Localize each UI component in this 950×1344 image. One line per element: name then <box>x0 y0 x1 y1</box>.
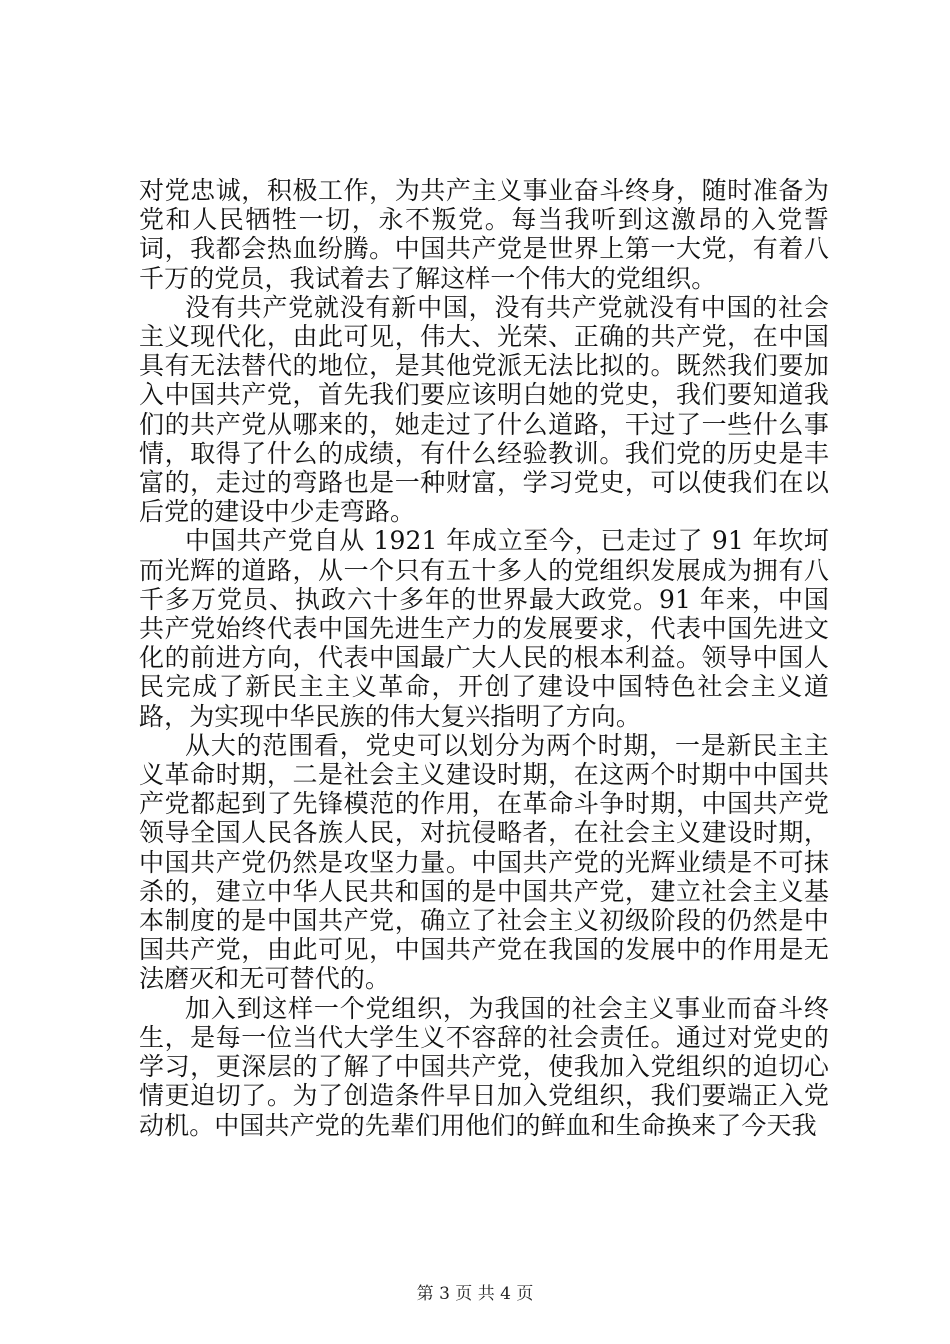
document-body <box>139 176 829 1140</box>
page-footer: 第 3 页 共 4 页 <box>416 1284 534 1304</box>
paragraph-4: 从大的范围看，党史可以划分为两个时期，一是新民主主义革命时期，二是社会主义建设时期，在这两个时期中中国共产党都起到了先锋模范的作用，在革命斗争时期，中国共产党领导全国人民各族人民，对抗侵略者，在社会主义建设时期，中国共产党仍然是攻坚力量。中国共产党的光辉业绩是不可抹杀的，建立中华人民共和国的是中国共产党，建立社会主义基本制度的是中国共产党，确立了社会主义初级阶段的仍然是中国共产党，由此可见，中国共产党在我国的发展中的作用是无法磨灭和无可替代的。 <box>139 730 829 994</box>
paragraph-continuation: 对党忠诚，积极工作，为共产主义事业奋斗终身，随时准备为党和人民牺牲一切，永不叛党。每当我听到这激昂的入党誓词，我都会热血纷腾。中国共产党是世界上第一大党，有着八千万的党员，我试着去了解这样一个伟大的党组织。 <box>139 176 829 293</box>
paragraph-5: 加入到这样一个党组织，为我国的社会主义事业而奋斗终生，是每一位当代大学生义不容辞的社会责任。通过对党史的学习，更深层的了解了中国共产党，使我加入党组织的迫切心情更迫切了。为了创造条件早日加入党组织，我们要端正入党动机。中国共产党的先辈们用他们的鲜血和生命换来了今天我 <box>139 993 829 1140</box>
paragraph-3: 中国共产党自从 1921 年成立至今，已走过了 91 年坎坷而光辉的道路，从一个只有五十多人的党组织发展成为拥有八千多万党员、执政六十多年的世界最大政党。91 年来，中国共产党始终代表中国先进生产力的发展要求，代表中国先进文化的前进方向，代表中国最广大人民的根本利益。领导中国人民完成了新民主主义革命，开创了建设中国特色社会主义道路，为实现中华民族的伟大复兴指明了方向。 <box>139 526 829 731</box>
paragraph-2: 没有共产党就没有新中国，没有共产党就没有中国的社会主义现代化，由此可见，伟大、光荣、正确的共产党，在中国具有无法替代的地位，是其他党派无法比拟的。既然我们要加入中国共产党，首先我们要应该明白她的党史，我们要知道我们的共产党从哪来的，她走过了什么道路，干过了一些什么事情，取得了什么的成绩，有什么经验教训。我们党的历史是丰富的，走过的弯路也是一种财富，学习党史，可以使我们在以后党的建设中少走弯路。 <box>139 292 829 527</box>
